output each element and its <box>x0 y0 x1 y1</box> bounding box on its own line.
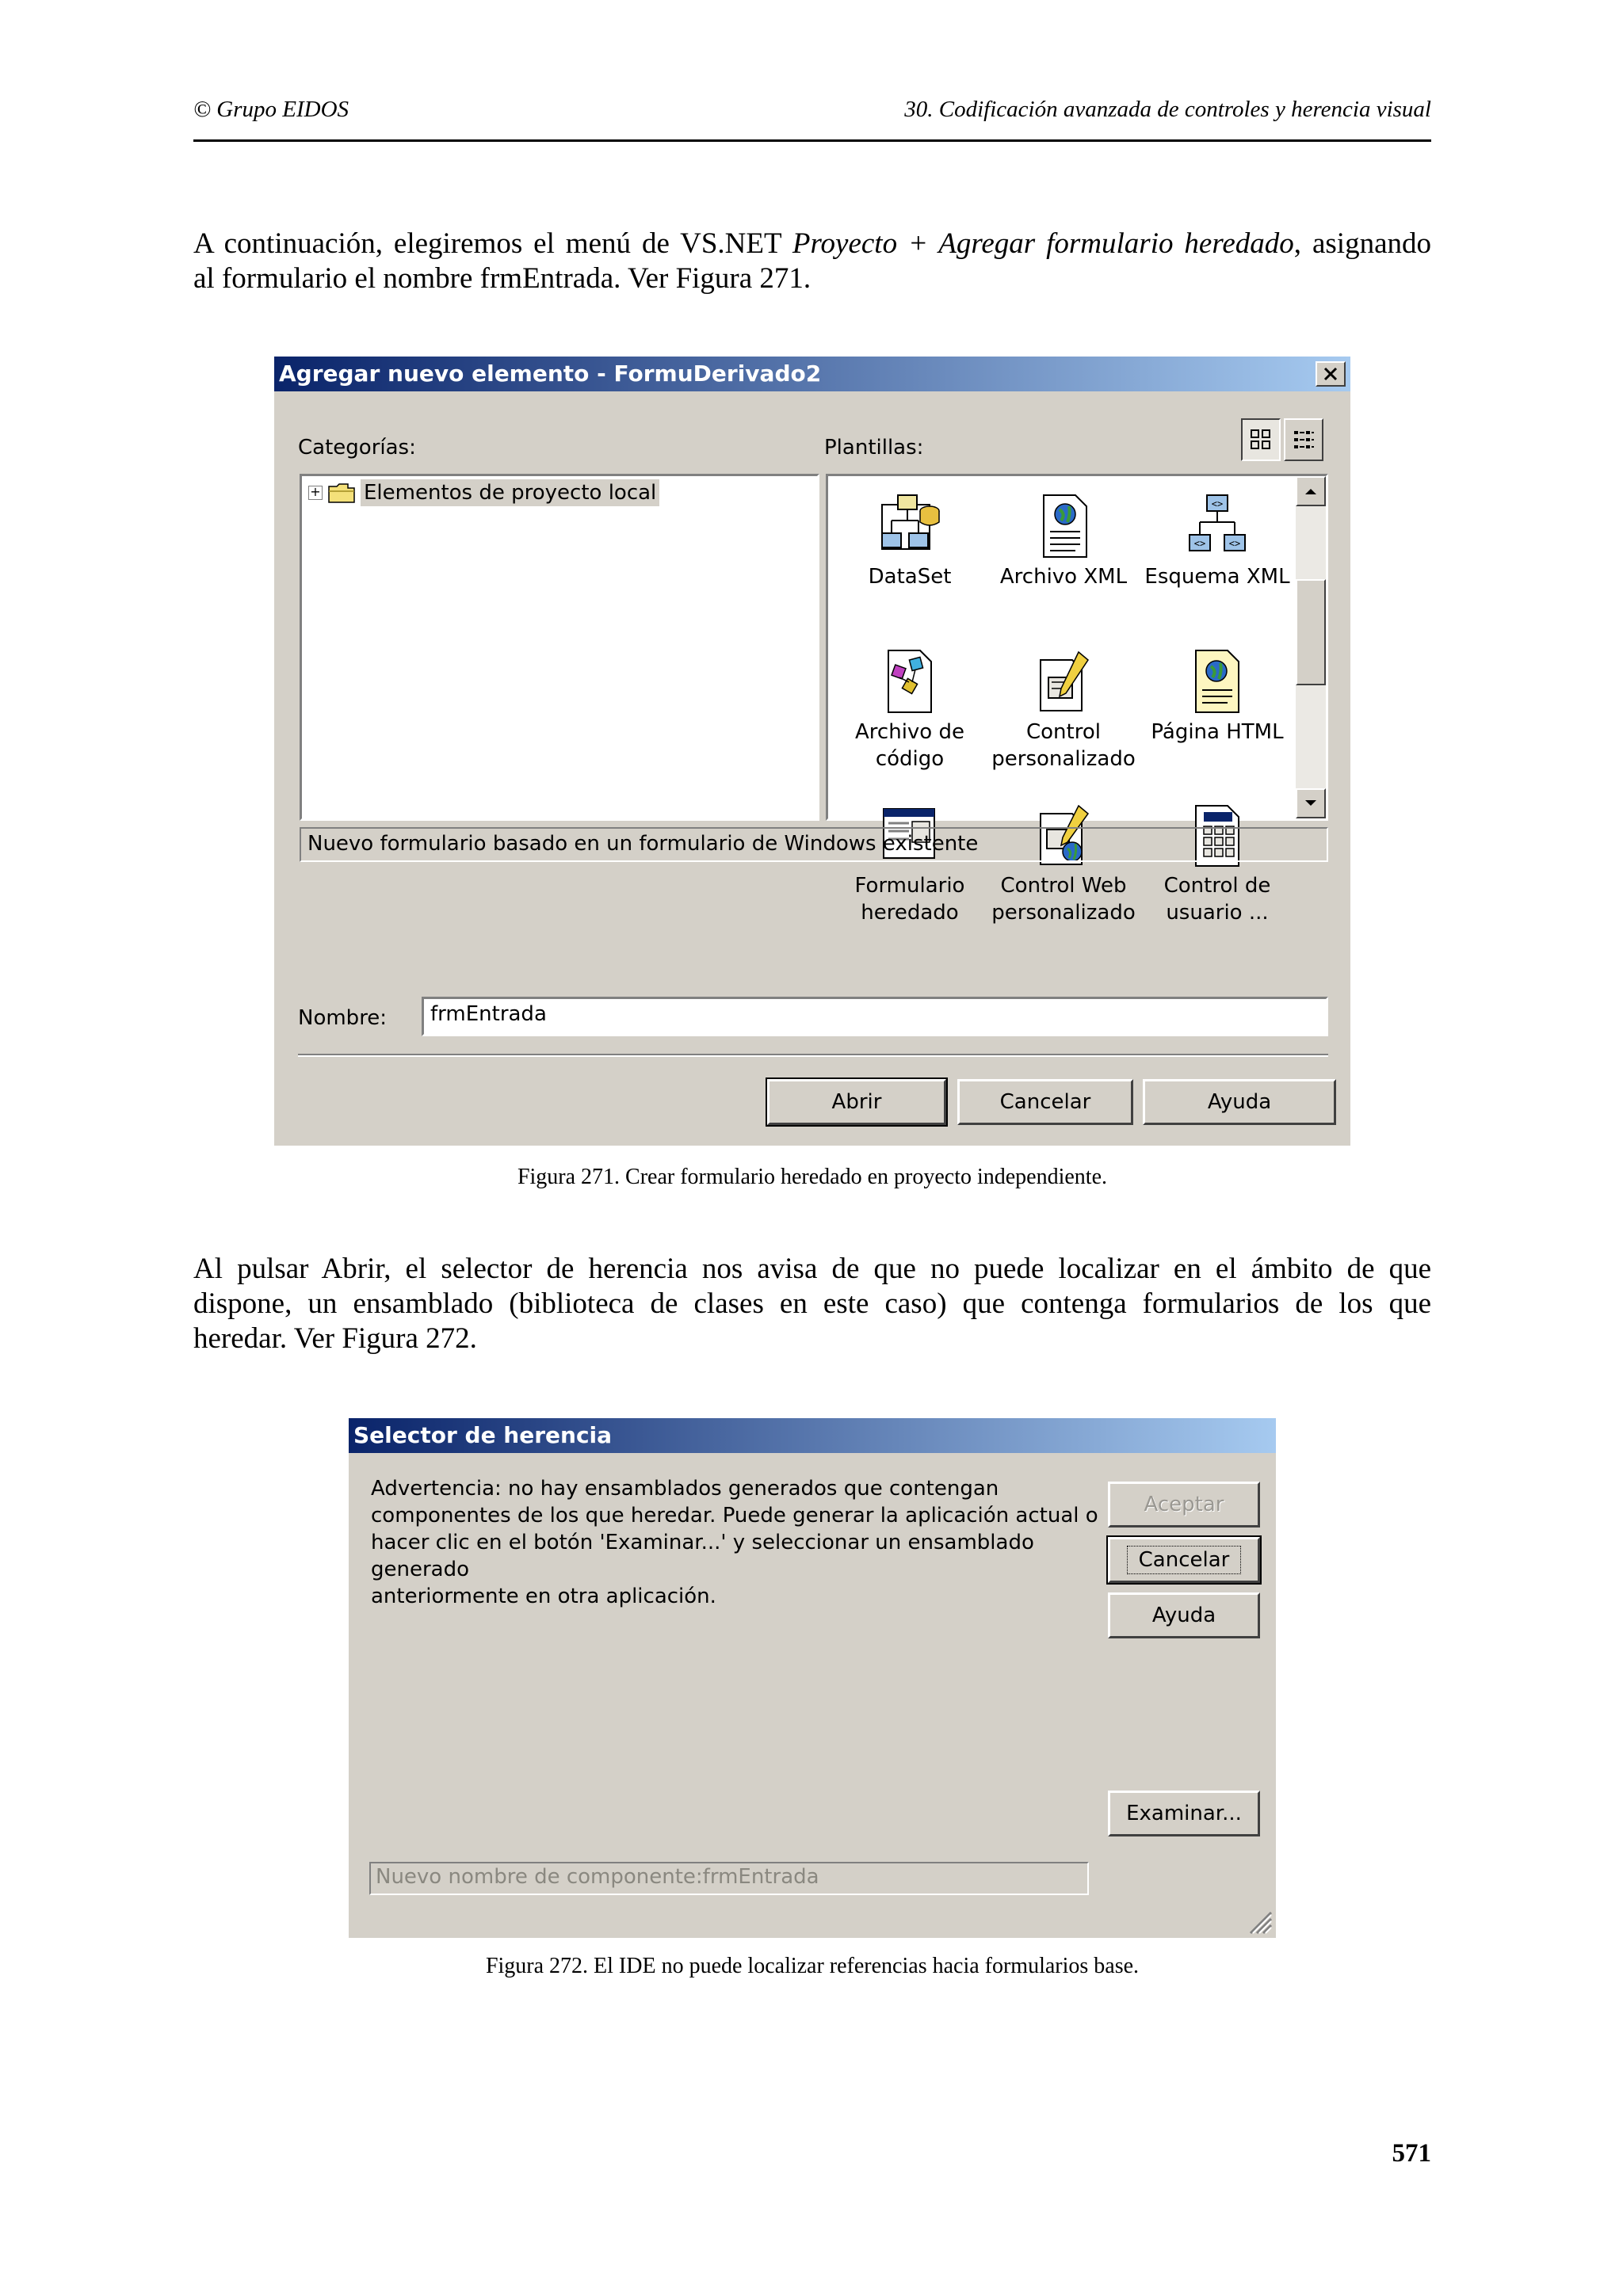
template-code-file[interactable] <box>834 649 985 772</box>
svg-text:<>: <> <box>1211 498 1224 509</box>
add-new-item-dialog <box>274 357 1350 1146</box>
template-label: Archivo de <box>855 720 964 744</box>
paragraph-2-line-3: heredar. Ver Figura 272. <box>193 1322 477 1355</box>
warning-line: hacer clic en el botón 'Examinar...' y seleccionar un ensamblado generado <box>371 1531 1034 1581</box>
categories-label: Categorías: <box>298 436 416 460</box>
close-button[interactable] <box>1316 361 1346 387</box>
templates-list[interactable] <box>826 474 1328 925</box>
template-inherited-form[interactable] <box>834 803 985 926</box>
template-label: DataSet <box>868 565 952 589</box>
template-web-control[interactable] <box>988 803 1139 926</box>
folder-icon <box>327 482 356 504</box>
help-button[interactable] <box>1143 1079 1336 1125</box>
template-label: código <box>875 747 945 771</box>
template-custom-control[interactable] <box>988 649 1139 772</box>
scroll-thumb[interactable] <box>1296 579 1326 685</box>
help-button-2[interactable] <box>1108 1592 1260 1638</box>
dataset-icon <box>877 494 942 559</box>
templates-label: Plantillas: <box>824 436 924 460</box>
scroll-down-button[interactable] <box>1296 788 1326 818</box>
template-label: Formulario <box>854 874 965 898</box>
template-user-control[interactable] <box>1142 803 1293 926</box>
cancel-button-2[interactable] <box>1108 1537 1260 1583</box>
template-label: Esquema XML <box>1144 565 1290 589</box>
paragraph-1-line-1 <box>193 227 1431 261</box>
svg-text:<>: <> <box>1193 538 1206 549</box>
scroll-down-icon <box>1304 799 1317 807</box>
component-name-field[interactable]: Nuevo nombre de componente:frmEntrada <box>369 1862 1089 1895</box>
warning-message <box>371 1475 1100 1610</box>
inheritance-picker-dialog <box>349 1418 1276 1938</box>
paragraph-2 <box>193 1252 1431 1356</box>
scroll-up-icon <box>1304 487 1317 495</box>
template-label: personalizado <box>991 747 1136 771</box>
paragraph-2-line-2: dispone, un ensamblado (biblioteca de clases en este caso) que contenga formularios de los que <box>193 1287 1431 1320</box>
close-icon <box>1323 368 1338 380</box>
browse-button[interactable] <box>1108 1791 1260 1836</box>
name-label: Nombre: <box>298 1006 388 1030</box>
warning-line: anteriormente en otra aplicación. <box>371 1585 716 1608</box>
warning-line: componentes de los que heredar. Puede generar la aplicación actual o <box>371 1504 1098 1527</box>
cancel-button[interactable] <box>957 1079 1133 1125</box>
tree-item-local-project-items[interactable] <box>308 479 659 506</box>
browse-button-label: Examinar... <box>1126 1802 1242 1825</box>
template-html-page[interactable] <box>1142 649 1293 746</box>
categories-tree[interactable] <box>300 474 819 821</box>
paragraph-1-text-b: , asignando <box>1293 227 1432 260</box>
help-button-label: Ayuda <box>1207 1090 1272 1114</box>
help-button-2-label: Ayuda <box>1151 1604 1216 1627</box>
paragraph-1-line-2: al formulario el nombre frmEntrada. Ver Figura 271. <box>193 262 812 295</box>
large-icons-view-button[interactable] <box>1241 418 1281 461</box>
separator <box>298 1054 1328 1057</box>
xml-schema-icon <box>1185 494 1250 559</box>
template-dataset[interactable] <box>834 494 985 590</box>
paragraph-1 <box>193 227 1431 296</box>
template-label: Archivo XML <box>999 565 1128 589</box>
page-number: 571 <box>1392 2139 1431 2168</box>
templates-scrollbar[interactable] <box>1296 476 1326 818</box>
open-button-label: Abrir <box>831 1090 882 1114</box>
cancel-button-label: Cancelar <box>999 1090 1091 1114</box>
figure-272-caption: Figura 272. El IDE no puede localizar referencias hacia formularios base. <box>485 1954 1140 1978</box>
template-label: Control de <box>1163 874 1271 898</box>
dialog-2-title: Selector de herencia <box>353 1422 613 1448</box>
paragraph-2-line-1: Al pulsar Abrir, el selector de herencia nos avisa de que no puede localizar en el ámbito de que <box>193 1253 1431 1285</box>
small-icons-view-icon <box>1292 428 1316 452</box>
template-label: Página HTML <box>1151 720 1284 744</box>
cancel-button-2-label: Cancelar <box>1127 1546 1242 1574</box>
figure-271-caption: Figura 271. Crear formulario heredado en proyecto independiente. <box>517 1165 1108 1189</box>
expand-icon[interactable]: + <box>308 486 323 500</box>
tree-item-label: Elementos de proyecto local <box>361 479 659 506</box>
template-label: usuario ... <box>1166 901 1269 925</box>
template-label: Control Web <box>1000 874 1127 898</box>
template-description: Nuevo formulario basado en un formulario de Windows existente <box>300 827 1328 862</box>
xml-file-icon <box>1031 494 1096 559</box>
header-right: 30. Codificación avanzada de controles y herencia visual <box>904 97 1431 122</box>
large-icons-view-icon <box>1249 428 1273 452</box>
accept-button-label: Aceptar <box>1144 1493 1224 1516</box>
template-xml-schema[interactable] <box>1142 494 1293 590</box>
accept-button[interactable] <box>1108 1482 1260 1527</box>
name-input[interactable]: frmEntrada <box>422 997 1328 1036</box>
scroll-up-button[interactable] <box>1296 476 1326 506</box>
template-label: Control <box>1026 720 1101 744</box>
dialog-1-titlebar <box>274 357 1350 391</box>
page-header <box>193 93 1431 142</box>
svg-text:<>: <> <box>1228 538 1241 549</box>
html-page-icon <box>1185 649 1250 714</box>
custom-control-icon <box>1031 649 1096 714</box>
template-xml-file[interactable] <box>988 494 1139 590</box>
warning-line: Advertencia: no hay ensamblados generados que contengan <box>371 1477 999 1501</box>
header-left: © Grupo EIDOS <box>193 97 349 122</box>
template-label: personalizado <box>991 901 1136 925</box>
small-icons-view-button[interactable] <box>1284 418 1323 461</box>
dialog-1-title: Agregar nuevo elemento - FormuDerivado2 <box>279 360 822 387</box>
paragraph-1-menu-path: Proyecto + Agregar formulario heredado <box>792 227 1294 260</box>
dialog-2-titlebar <box>349 1418 1276 1453</box>
paragraph-1-text-a: A continuación, elegiremos el menú de VS.NET <box>193 227 792 260</box>
code-file-icon <box>877 649 942 714</box>
open-button[interactable] <box>767 1079 946 1125</box>
resize-grip-icon[interactable] <box>1246 1908 1273 1935</box>
template-label: heredado <box>861 901 959 925</box>
